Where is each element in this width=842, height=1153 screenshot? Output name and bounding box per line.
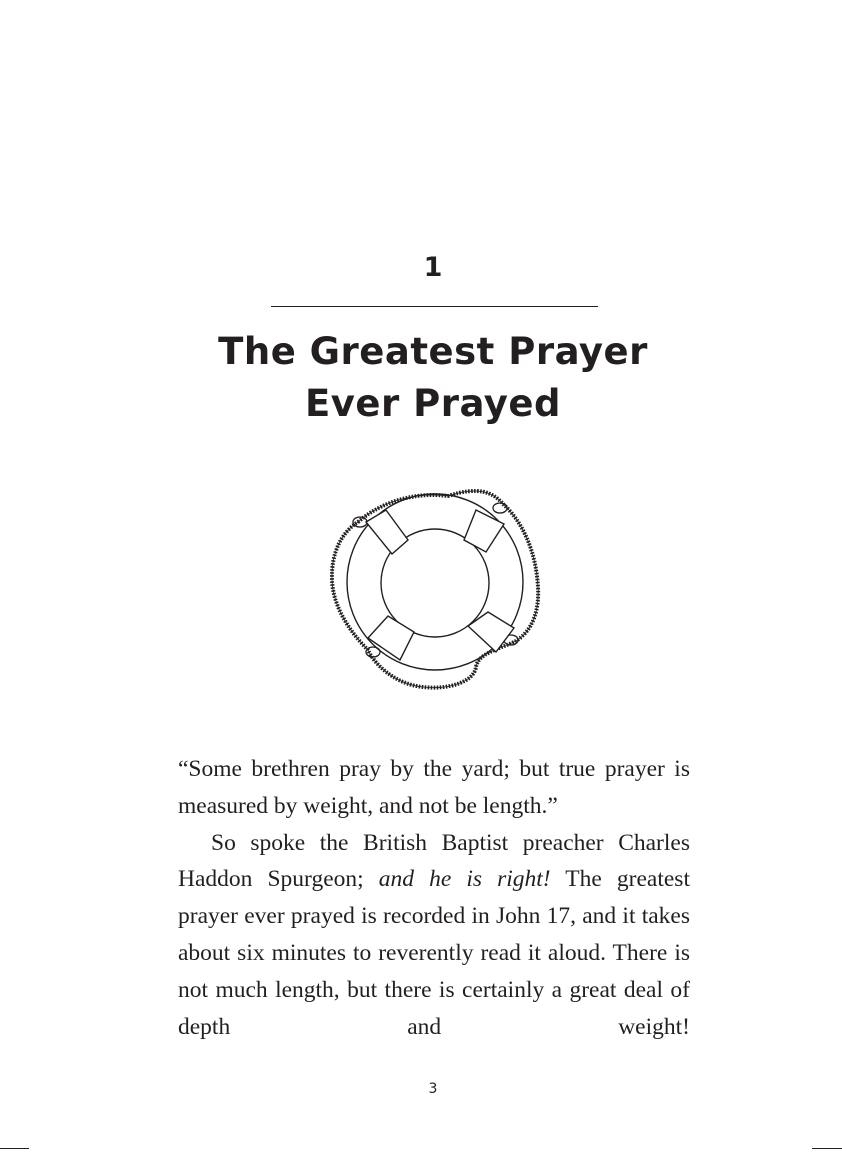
chapter-divider [271, 306, 598, 307]
chapter-title [0, 326, 842, 430]
chapter-title-line-1: The Greatest Prayer [218, 330, 648, 373]
chapter-title-line-2: Ever Prayed [304, 382, 561, 425]
crop-mark-right [812, 1148, 842, 1149]
page-number: 3 [428, 1081, 438, 1097]
life-buoy-icon [328, 482, 544, 696]
epigraph-quote: “Some brethren pray by the yard; but true prayer is measured by weight, and not be length.” [178, 756, 690, 819]
body-text [178, 751, 690, 1045]
body-paragraph-text-2: The greatest prayer ever prayed is recorded in John 17, and it takes about six minutes to reverently read it aloud. There is not much length, but there is certainly a great deal of depth and weight! [178, 866, 690, 1040]
chapter-number: 1 [423, 252, 443, 283]
body-paragraph-text-1: So spoke the British Baptist preacher Charles Haddon Spurgeon; [178, 829, 690, 893]
body-paragraph [178, 825, 690, 1046]
crop-mark-left [0, 1148, 29, 1149]
body-paragraph-italic: and he is right! [378, 866, 551, 893]
